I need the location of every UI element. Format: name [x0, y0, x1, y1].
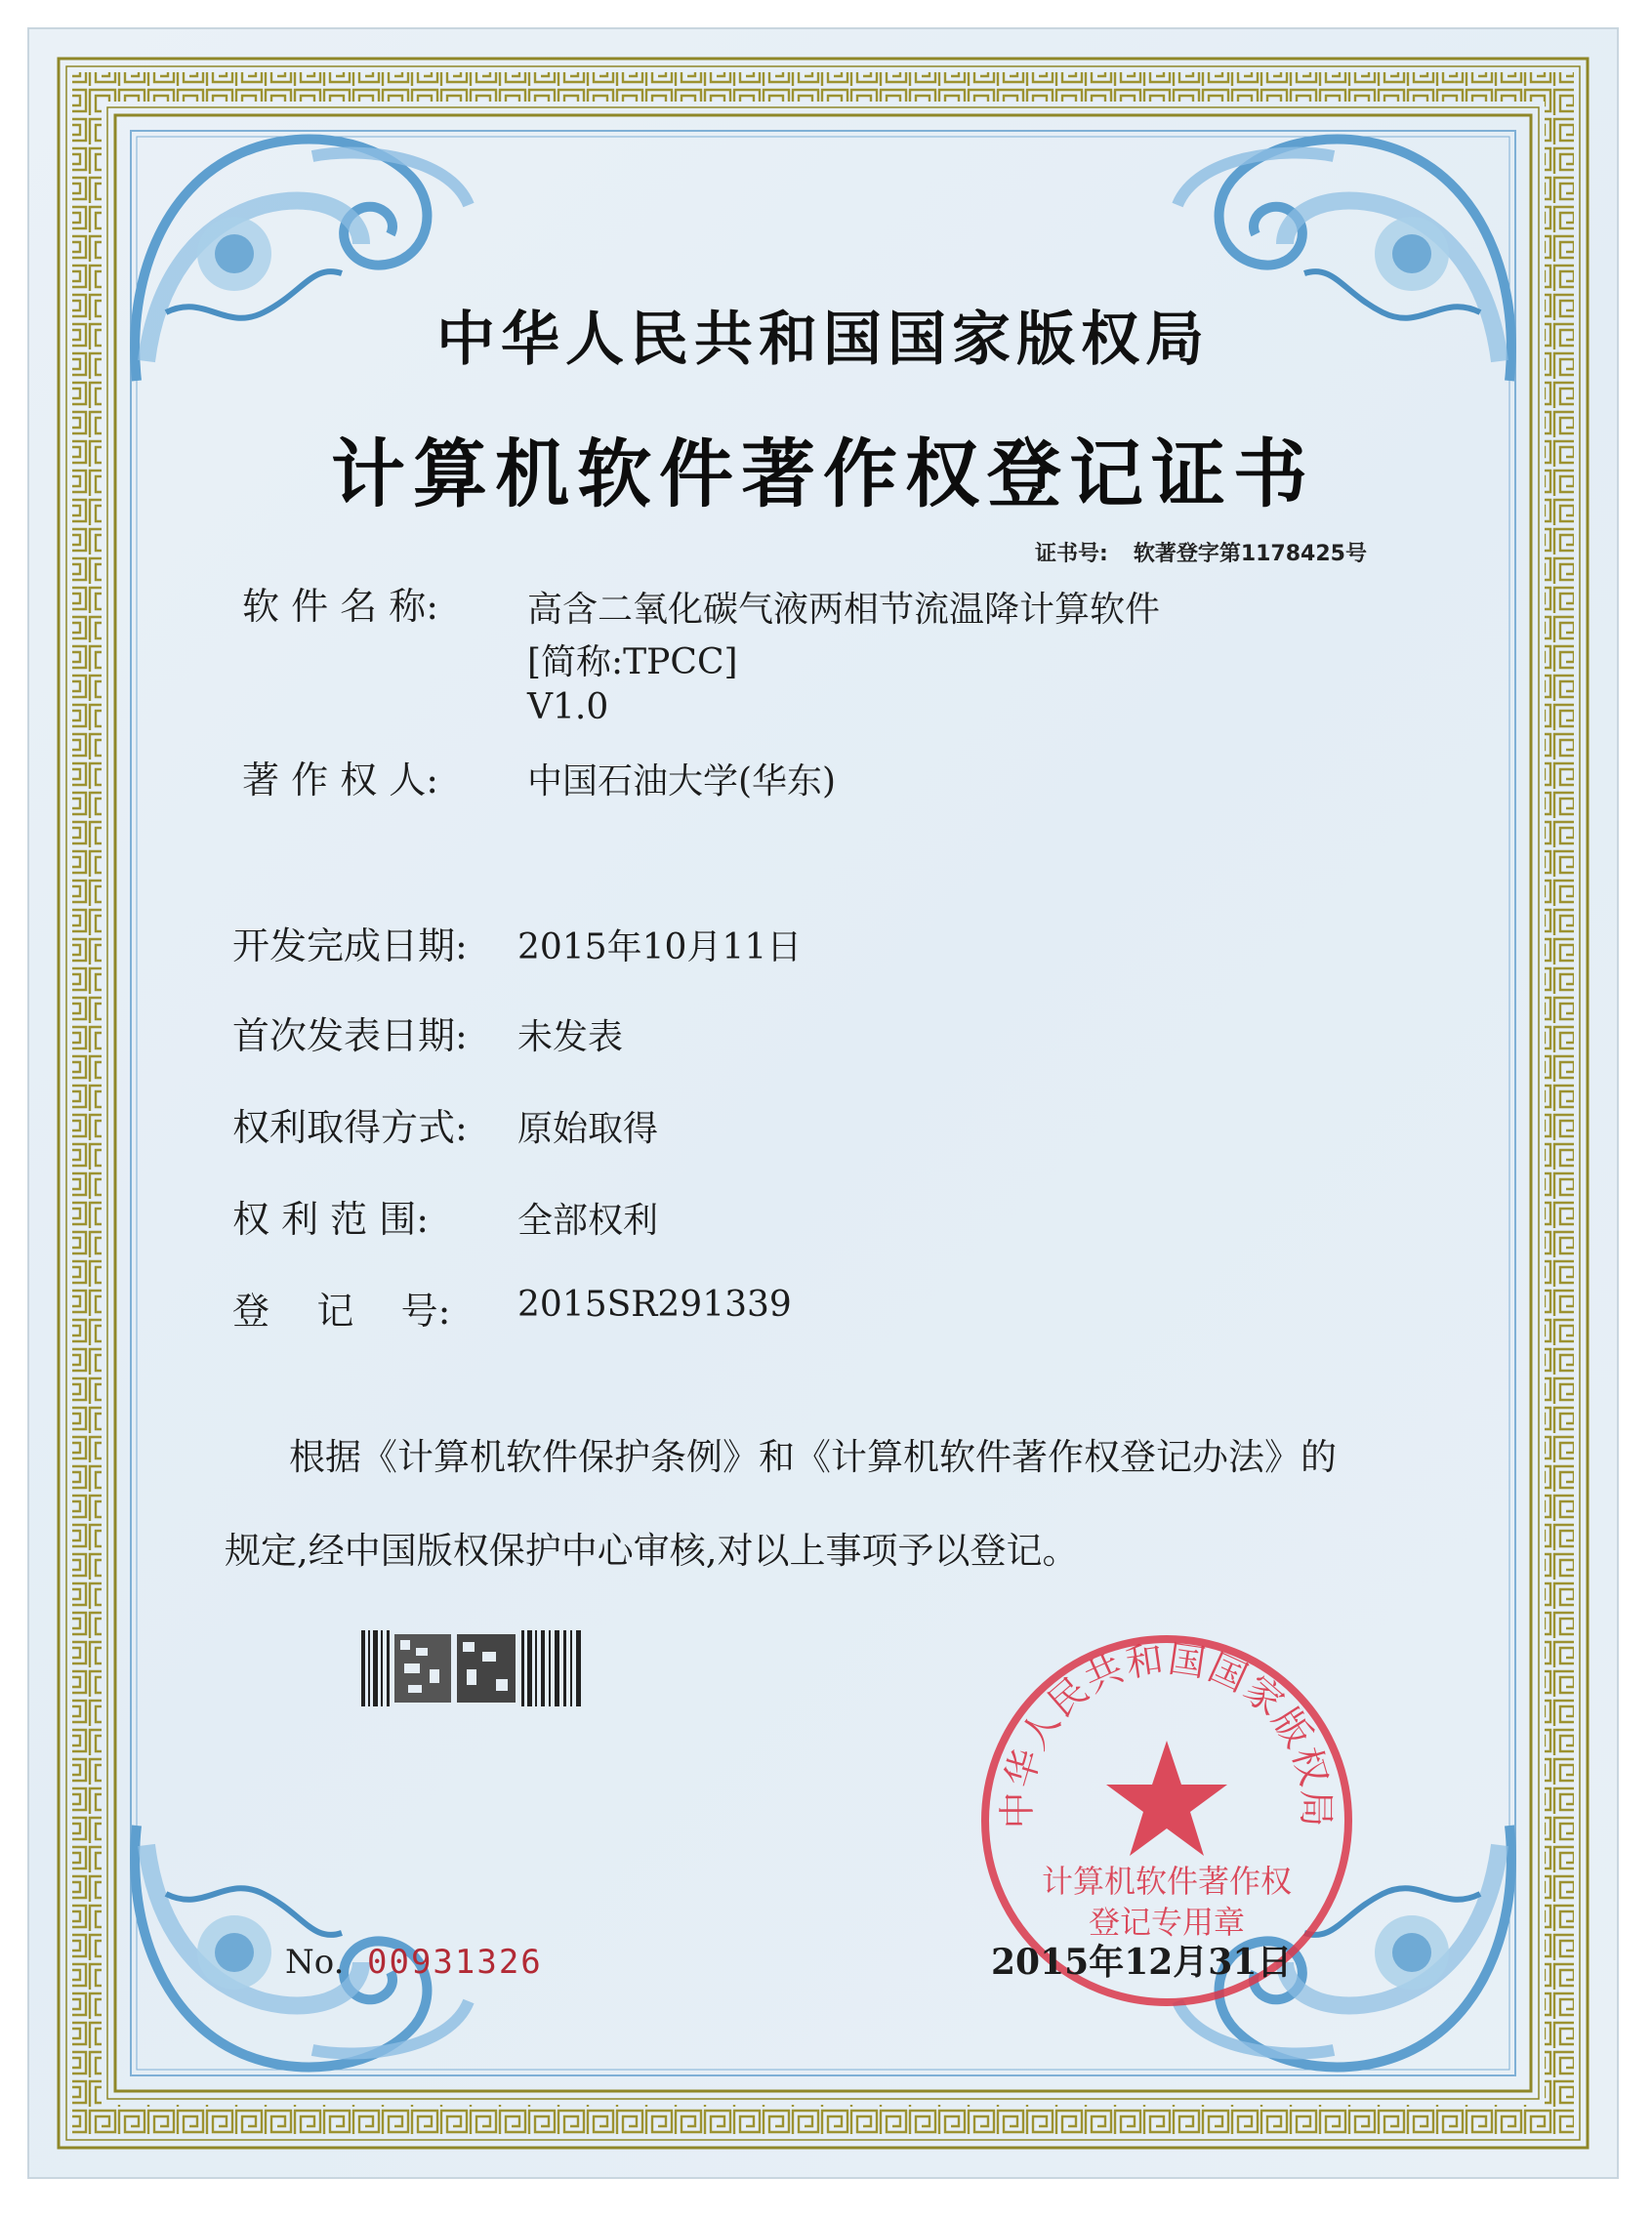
certificate-title: 计算机软件著作权登记证书: [331, 431, 1315, 517]
completion-date-value: 2015年10月11日: [517, 927, 803, 967]
issuing-authority-heading: 中华人民共和国国家版权局: [436, 306, 1210, 374]
acquisition-method-label: 权利取得方式:: [232, 1106, 468, 1149]
seal-inner-line-2: 登记专用章: [1088, 1904, 1245, 1941]
serial-number-value: 00931326: [367, 1943, 543, 1982]
first-publication-value: 未发表: [517, 1017, 624, 1057]
serial-number-label: No.: [285, 1943, 345, 1982]
barcode-image: [361, 1630, 586, 1706]
certificate-paper: [27, 27, 1619, 2179]
first-publication-label: 首次发表日期:: [232, 1014, 468, 1057]
copyright-owner-value: 中国石油大学(华东): [527, 761, 837, 801]
software-version: V1.0: [527, 687, 609, 727]
certificate-number-label: 证书号:: [1035, 542, 1108, 566]
svg-text:中华人民共和国国家版权局: 中华人民共和国国家版权局: [995, 1636, 1339, 1829]
rights-scope-value: 全部权利: [517, 1201, 659, 1241]
software-name-value: 高含二氧化碳气液两相节流温降计算软件: [527, 590, 1161, 630]
acquisition-method-value: 原始取得: [517, 1109, 659, 1149]
completion-date-label: 开发完成日期:: [232, 924, 468, 967]
copyright-owner-label: 著 作 权 人:: [242, 759, 439, 801]
certificate-number-value: 软著登字第1178425号: [1133, 542, 1367, 566]
statement-line-2: 规定,经中国版权保护中心审核,对以上事项予以登记。: [225, 1530, 1079, 1572]
registration-number-value: 2015SR291339: [517, 1285, 792, 1325]
registration-number-label: 登 记 号:: [232, 1290, 451, 1333]
statement-line-1: 根据《计算机软件保护条例》和《计算机软件著作权登记办法》的: [289, 1436, 1337, 1478]
certificate-number: [1035, 537, 1392, 567]
rights-scope-label: 权 利 范 围:: [232, 1198, 430, 1241]
issue-date: 2015年12月31日: [991, 1942, 1293, 1983]
software-name-label: 软 件 名 称:: [242, 585, 439, 628]
seal-inner-line-1: 计算机软件著作权: [1041, 1863, 1292, 1900]
software-short-name: [简称:TPCC]: [527, 642, 738, 682]
